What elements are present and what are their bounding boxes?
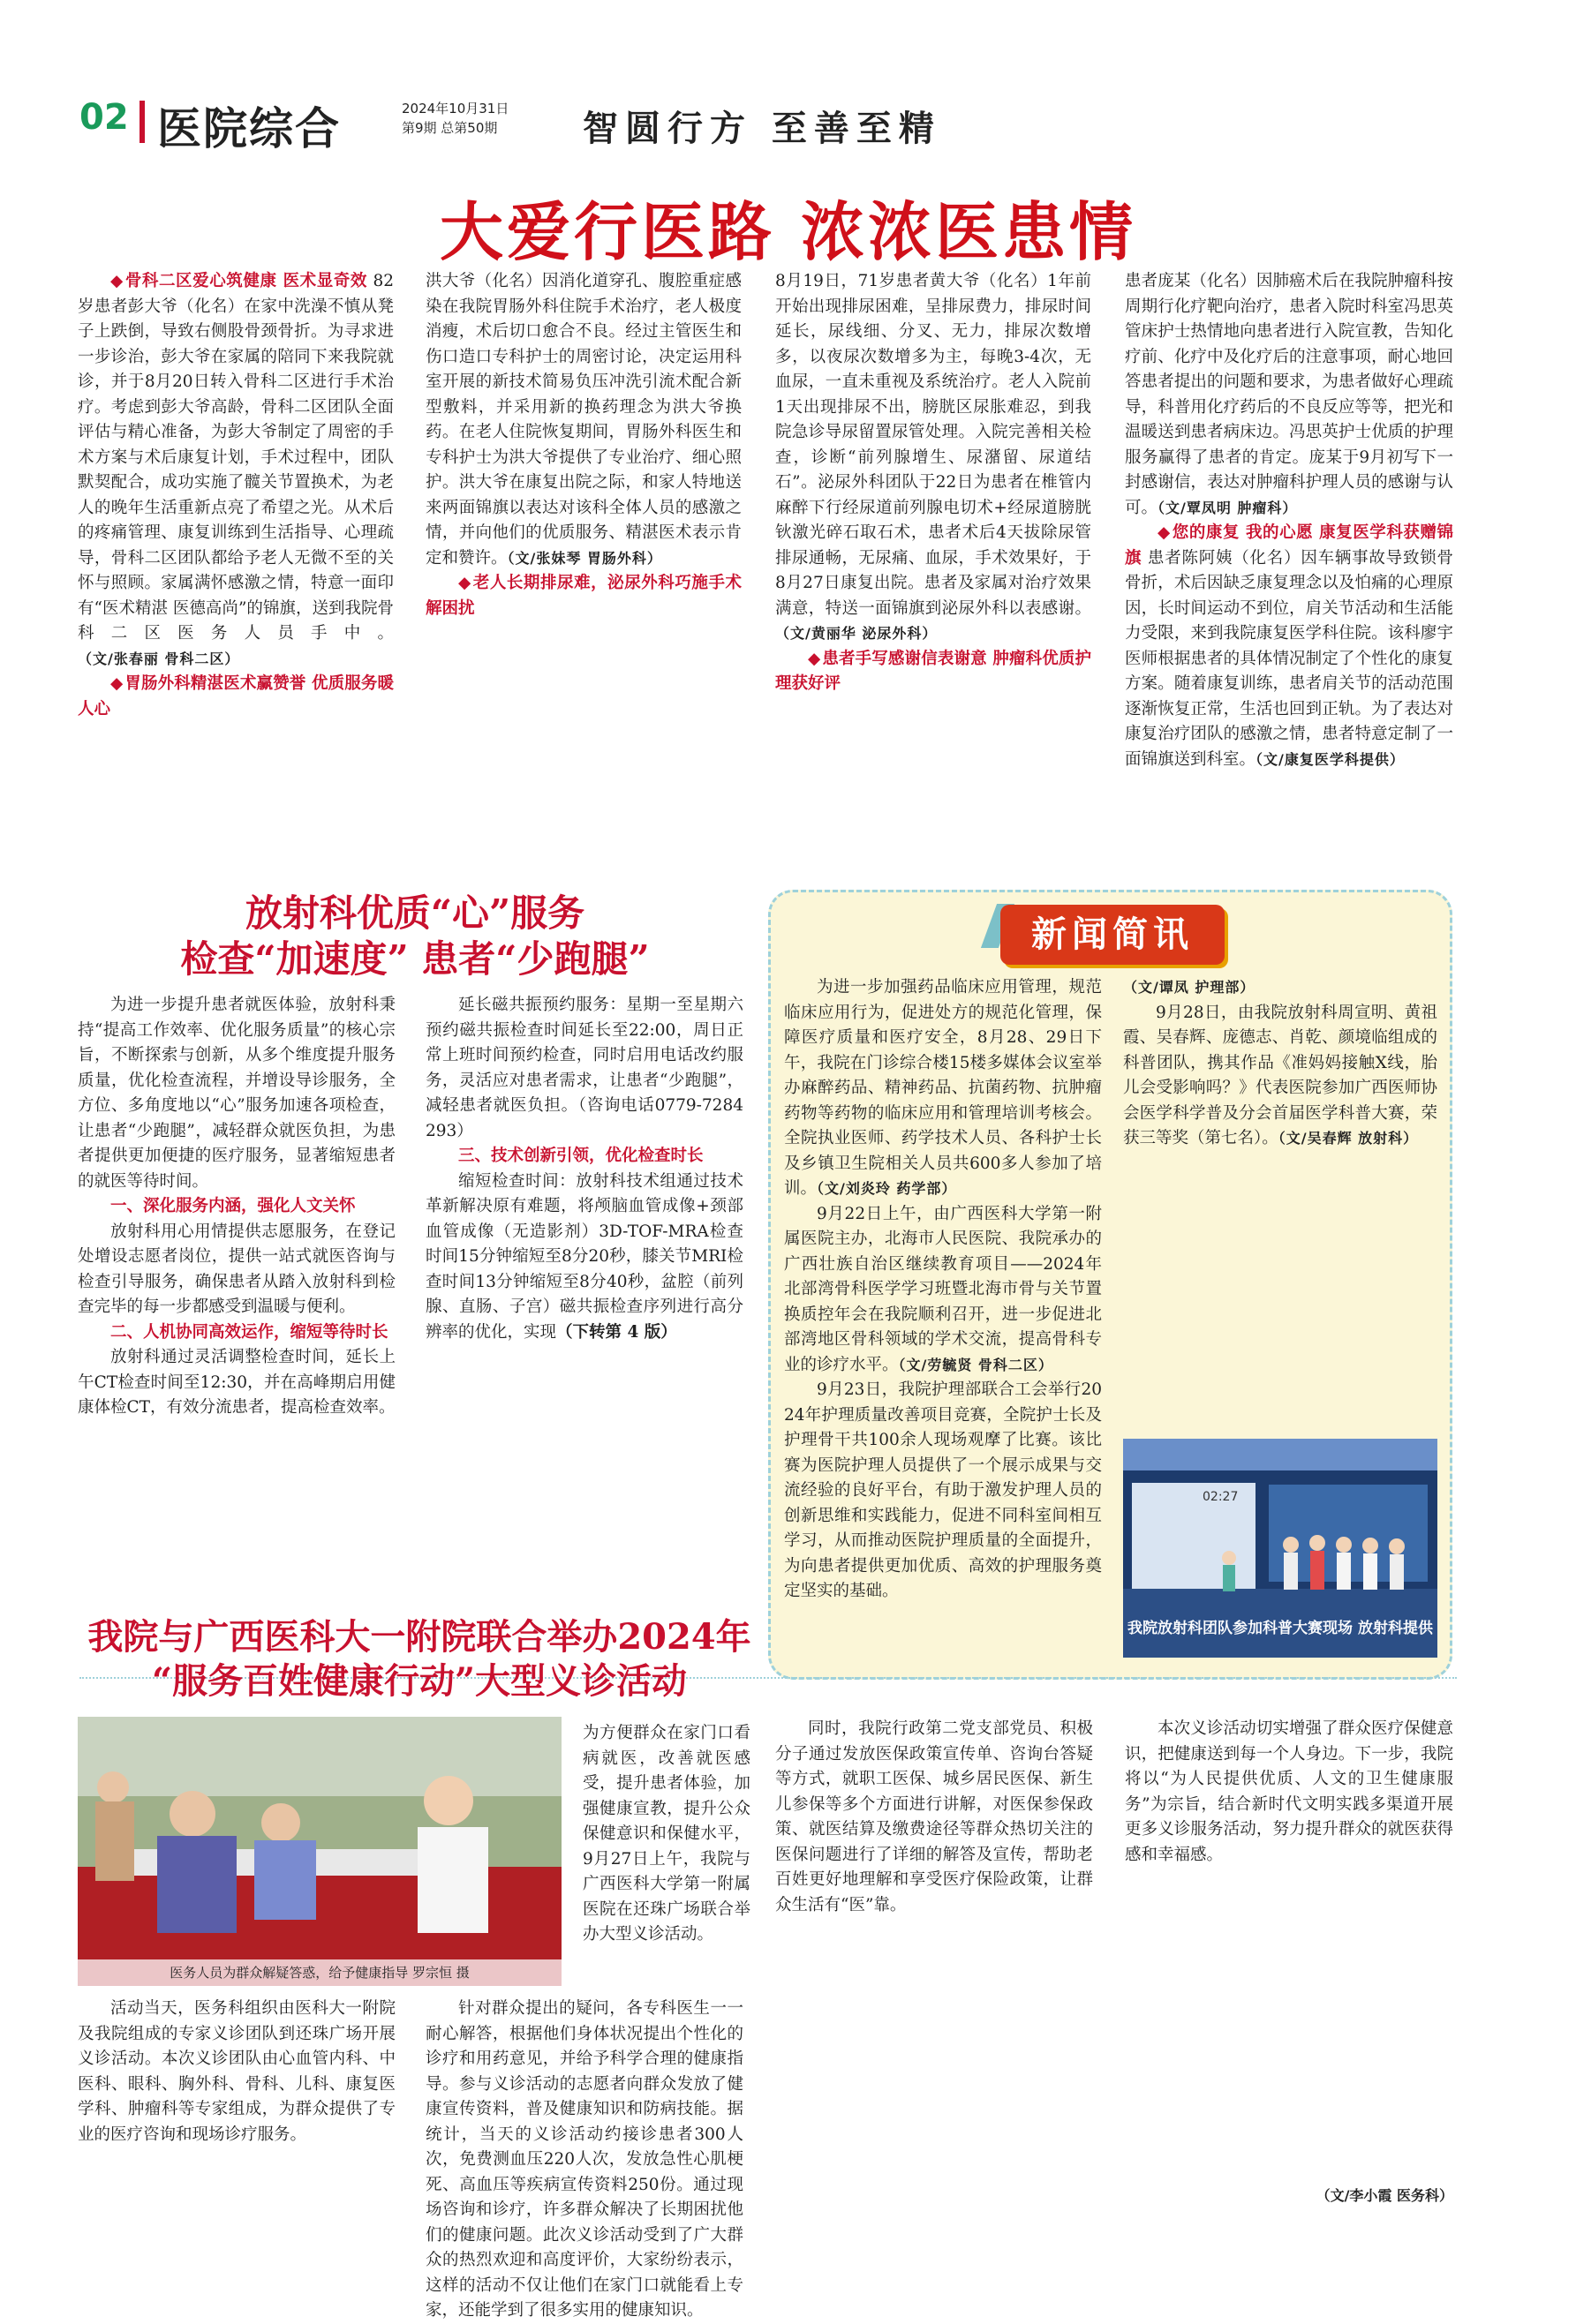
radiology-column-2 (426, 993, 743, 1673)
photo-caption: 医务人员为群众解疑答惑，给予健康指导 罗宗恒 摄 (78, 1959, 562, 1986)
story-credit: （文/张妹琴 胃肠外科） (507, 549, 662, 567)
clinic-title-line1: 我院与广西医科大一附院联合举办2024年 (87, 1616, 751, 1658)
story-credit: （文/张春丽 骨科二区） (78, 650, 240, 667)
story-headline: ◆ 患者手写感谢信表谢意 肿瘤科优质护理获好评 (775, 650, 1091, 694)
news-column-1 (784, 975, 1102, 1668)
story-credit: （文/黄丽华 泌尿外科） (775, 625, 938, 642)
brief-item: 为进一步加强药品临床应用管理，规范临床应用行为，促进处方的规范化管理，保障医疗质量和医疗安全，8月28、29日下午，我院在门诊综合楼15楼多媒体会议室举办麻醉药品、精神药品、抗菌药物、抗肿瘤药物等药物的临床应用和管理培训考核会。全院执业医师、药学技术人员、各科护士长及乡镇卫生院相关人员共600多人参加了培训。 (784, 978, 1102, 1198)
story-body: 82岁患者彭大爷（化名）在家中洗澡不慎从凳子上跌倒，导致右侧股骨颈骨折。为寻求进一步诊治，彭大爷在家属的陪同下来我院就诊，并于8月20日转入骨科二区进行手术治疗。考虑到彭大爷高龄，骨科二区团队全面评估与精心准备，为彭大爷制定了周密的手术方案与术后康复计划，手术过程中，团队默契配合，成功实施了髋关节置换术，为老人的晚年生活重新点亮了希望之光。从术后的疼痛管理、康复训练到生活指导、心理疏导，骨科二区团队都给予老人无微不至的关怀与照顾。家属满怀感激之情，特意一面印有“医术精湛 医德高尚”的锦旗，送到我院骨科二区医务人员手中。 (78, 272, 394, 643)
story-headline: ◆ 老人长期排尿难，泌尿外科巧施手术解困扰 (426, 574, 742, 618)
science-contest-photo (1123, 1439, 1437, 1658)
paragraph: 同时，我院行政第二党支部党员、积极分子通过发放医保政策宣传单、咨询台答疑等方式，就职工医保、城乡居民医保、新生儿参保等多个方面进行讲解，对医保参保政策、就医结算及缴费途径等群众热切关注的医保问题进行了详细的解答及宣传，帮助老百姓更好地理解和享受医疗保险政策，让群众生活有“医”靠。 (775, 1719, 1093, 1914)
brief-item: 9月22日上午，由广西医科大学第一附属医院主办，北海市人民医院、我院承办的广西壮族自治区继续教育项目——2024年北部湾骨科医学学习班暨北海市骨与关节置换质控年会在我院顺利召开，进一步促进北部湾地区骨科领域的学术交流，提高骨科专业的诊疗水平。 (784, 1204, 1102, 1374)
brief-credit: （文/刘炎玲 药学部） (817, 1180, 957, 1197)
jump-note: （下转第 4 版） (556, 1322, 677, 1342)
paragraph: 放射科通过灵活调整检查时间，延长上午CT检查时间至12:30，并在高峰期启用健康体检CT，有效分流患者，提高检查效率。 (78, 1348, 396, 1417)
clinic-column-1-bottom (78, 1997, 396, 2217)
story-headline: ◆ 胃肠外科精湛医术赢赞誉 优质服务暖人心 (78, 674, 394, 718)
main-headline: 大爱行医路 浓浓医患情 (439, 195, 1137, 269)
screen-clock: 02:27 (1203, 1490, 1239, 1504)
radiology-title-line2: 检查“加速度” 患者“少跑腿” (180, 937, 650, 981)
section-title: 医院综合 (157, 102, 341, 154)
subheading: 三、技术创新引领，优化检查时长 (458, 1147, 704, 1165)
clinic-title-line2: “服务百姓健康行动”大型义诊活动 (151, 1660, 687, 1702)
free-clinic-illustration (78, 1717, 562, 1986)
top-column-4 (1125, 269, 1453, 865)
story-body: 患者庞某（化名）因肺癌术后在我院肿瘤科按周期行化疗靶向治疗，患者入院时科室冯思英管床护士热情地向患者进行入院宣教，告知化疗前、化疗中及化疗后的注意事项，耐心地回答患者提出的问题和要求，为患者做好心理疏导，科普用化疗药后的不良反应等等，把光和温暖送到患者病床边。冯思英护士优质的护理服务赢得了患者的肯定。庞某于9月初写下一封感谢信，表达对肿瘤科护理人员的感谢与认可。 (1125, 272, 1453, 517)
story-headline: ◆ 您的康复 我的心愿 康复医学科获赠锦旗 (1125, 523, 1453, 568)
radiology-column-1 (78, 993, 396, 1673)
paragraph: 为方便群众在家门口看病就医，改善就医感受，提升患者体验，加强健康宣教，提升公众保健意识和保健水平，9月27日上午，我院与广西医科大学第一附属医院在还珠广场联合举办大型义诊活动。 (583, 1724, 750, 1944)
story-body: 患者陈阿姨（化名）因车辆事故导致锁骨骨折，术后因缺乏康复理念以及怕痛的心理原因，长时间运动不到位，肩关节活动和生活能力受限，来到我院康复医学科住院。该科廖宇医师根据患者的具体情况制定了个性化的康复方案。随着康复训练，患者肩关节的活动范围逐渐恢复正常，生活也回到正轨。为了表达对康复治疗团队的感激之情，患者特意定制了一面锦旗送到科室。 (1125, 548, 1453, 769)
paragraph: 针对群众提出的疑问，各专科医生一一耐心解答，根据他们身体状况提出个性化的诊疗和用药意见，并给予科学合理的健康指导。参与义诊活动的志愿者向群众发放了健康宣传资料，普及健康知识和防病技能。据统计，当天的义诊活动约接诊患者300人次，免费测血压220人次，发放急性心肌梗死、高血压等疾病宣传资料250份。通过现场咨询和诊疗，许多群众解决了长期困扰他们的健康问题。此次义诊活动受到了广大群众的热烈欢迎和高度评价，大家纷纷表示，这样的活动不仅让他们在家门口就能看上专家，还能学到了很多实用的健康知识。 (426, 1999, 743, 2320)
story-body: 8月19日，71岁患者黄大爷（化名）1年前开始出现排尿困难，呈排尿费力，排尿时间延长，尿线细、分叉、无力，排尿次数增多，以夜尿次数增多为主，每晚3-4次，无血尿，一直未重视及系统治疗。老人入院前1天出现排尿不出，膀胱区尿胀难忍，到我院急诊导尿留置尿管处理。入院完善相关检查，诊断“前列腺增生、尿潴留、尿道结石”。泌尿外科团队于22日为患者在椎管内麻醉下行经尿道前列腺电切术+经尿道膀胱钬激光碎石取石术，患者术后4天拔除尿管排尿通畅，无尿痛、血尿，手术效果好，于8月27日康复出院。患者及家属对治疗效果满意，特送一面锦旗到泌尿外科以表感谢。 (775, 272, 1091, 618)
paragraph: 为进一步提升患者就医体验，放射科秉持“提高工作效率、优化服务质量”的核心宗旨，不断探索与创新，从多个维度提升服务质量，优化检查流程，并增设导诊服务，全方位、多角度地以“心”服务加速各项检查，让患者“少跑腿”，减轻群众就医负担，为患者提供更加便捷的医疗服务，显著缩短患者的就医等待时间。 (78, 996, 396, 1191)
issue-info (402, 99, 509, 138)
paragraph: 本次义诊活动切实增强了群众医疗保健意识，把健康送到每一个人身边。下一步，我院将以“为人民提供优质、人文的卫生健康服务”为宗旨，结合新时代文明实践多渠道开展更多义诊服务活动，努力提升群众的就医获得感和幸福感。 (1125, 1719, 1453, 1864)
story-body: 洪大爷（化名）因消化道穿孔、腹腔重症感染在我院胃肠外科住院手术治疗，老人极度消瘦，术后切口愈合不良。经过主管医生和伤口造口专科护士的周密讨论，决定运用科室开展的新技术简易负压冲洗引流术配合新型敷料，并采用新的换药理念为洪大爷换药。在老人住院恢复期间，胃肠外科医生和专科护士为洪大爷提供了专业治疗、细心照护。洪大爷在康复出院之际，和家人特地送来两面锦旗以表达对该科全体人员的感激之情，并向他们的优质服务、精湛医术表示肯定和赞许。 (426, 272, 742, 568)
subheading: 一、深化服务内涵，强化人文关怀 (110, 1197, 356, 1215)
story-credit: （文/康复医学科提供） (1256, 750, 1405, 768)
clinic-column-2 (426, 1997, 743, 2320)
free-clinic-photo (78, 1717, 562, 1986)
radiology-title-line1: 放射科优质“心”服务 (245, 891, 585, 935)
brief-credit: （文/劳毓贤 骨科二区） (898, 1356, 1053, 1373)
clinic-column-1-top (583, 1721, 750, 1986)
news-badge: 新闻简讯 (1000, 905, 1225, 965)
photo-caption: 我院放射科团队参加科普大赛现场 放射科提供 (1127, 1620, 1433, 1637)
paragraph: 活动当天，医务科组织由医科大一附院及我院组成的专家义诊团队到还珠广场开展义诊活动。本次义诊团队由心血管内科、中医科、眼科、胸外科、骨科、儿科、康复医学科、肿瘤科等专家组成，为群众提供了专业的医疗咨询和现场诊疗服务。 (78, 1999, 396, 2144)
brief-item: 9月23日，我院护理部联合工会举行2024年护理质量改善项目竞赛，全院护士长及护理骨干共100余人现场观摩了比赛。该比赛为医院护理人员提供了一个展示成果与交流经验的良好平台，有助于激发护理人员的创新思维和实践能力，促进不同科室间相互学习，从而推动医院护理质量的全面提升，为向患者提供更加优质、高效的护理服务奠定坚实的基础。 (784, 1380, 1102, 1600)
masthead-divider (140, 101, 145, 143)
story-headline: ◆ 骨科二区爱心筑健康 医术显奇效 (110, 272, 367, 290)
top-column-2 (426, 269, 742, 865)
brief-item: 9月28日，由我院放射科周宣明、黄祖霞、吴春辉、庞德志、肖乾、颜境临组成的科普团队，携其作品《准妈妈接触X线，胎儿会受影响吗？》代表医院参加广西医师协会医学科学普及分会首届医学科普大赛，荣获三等奖（第七名）。 (1123, 1003, 1437, 1147)
hospital-motto: 智圆行方 至善至精 (583, 108, 941, 149)
clinic-column-3 (775, 1717, 1093, 2211)
issue-date: 2024年10月31日 (402, 101, 509, 117)
paragraph: 放射科用心用情提供志愿服务，在登记处增设志愿者岗位，提供一站式就医咨询与检查引导服务，确保患者从踏入放射科到检查完毕的每一步都感受到温暖与便利。 (78, 1222, 396, 1316)
clinic-credit: （文/李小霞 医务科） (1316, 2187, 1453, 2204)
page-number: 02 (79, 97, 129, 138)
clinic-column-4 (1125, 1717, 1453, 2180)
news-column-2 (1123, 975, 1437, 1430)
issue-number: 第9期 总第50期 (402, 120, 498, 136)
top-column-1 (78, 269, 394, 865)
story-credit: （文/覃凤明 肿瘤科） (1157, 499, 1298, 516)
top-column-3 (775, 269, 1091, 865)
brief-credit: （文/谭凤 护理部） (1123, 979, 1256, 996)
paragraph: 延长磁共振预约服务：星期一至星期六预约磁共振检查时间延长至22:00，周日正常上班时间预约检查，同时启用电话改约服务，灵活应对患者需求，让患者“少跑腿”，减轻患者就医负担。（咨询电话0779-7284293） (426, 996, 743, 1140)
brief-credit: （文/吴春辉 放射科） (1278, 1130, 1419, 1147)
subheading: 二、人机协同高效运作，缩短等待时长 (110, 1322, 388, 1342)
paragraph: 缩短检查时间：放射科技术组通过技术革新解决原有难题，将颅脑血管成像+颈部血管成像（无造影剂）3D-TOF-MRA检查时间15分钟缩短至8分20秒，膝关节MRI检查时间13分钟缩短至8分40秒，盆腔（前列腺、直肠、子宫）磁共振检查序列进行高分辨率的优化，实现（下转第 4 版） (426, 1171, 743, 1342)
